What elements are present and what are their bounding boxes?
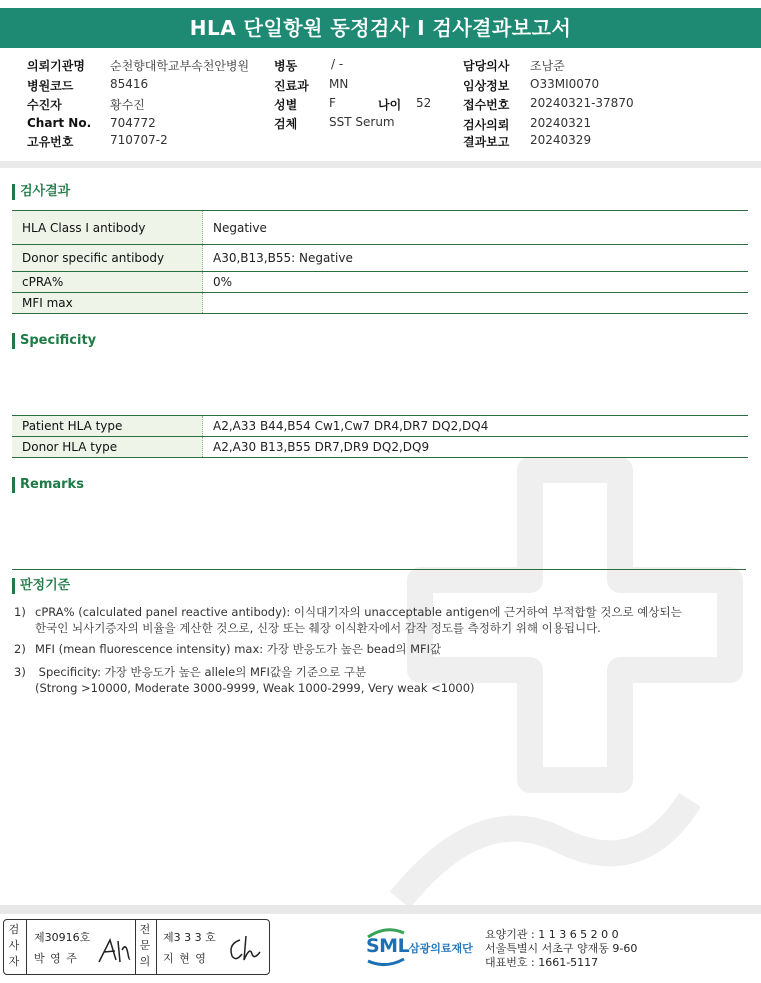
info-value: / - bbox=[331, 57, 344, 71]
info-value: SST Serum bbox=[329, 115, 395, 129]
inspector-signature-icon bbox=[96, 936, 132, 966]
inspector-name: 박 영 주 bbox=[34, 952, 78, 965]
label-char: 사 bbox=[8, 939, 20, 952]
table-row bbox=[12, 437, 748, 458]
info-value: 황수진 bbox=[110, 98, 145, 112]
doctor-signature-icon bbox=[226, 934, 264, 964]
section-title-results: 검사결과 bbox=[12, 184, 70, 200]
info-key: 병원코드 bbox=[27, 79, 74, 93]
criteria-item bbox=[14, 664, 734, 696]
table-row bbox=[12, 272, 748, 293]
criteria-line: cPRA% (calculated panel reactive antibody): 이식대기자의 unacceptable antigen에 근거하여 부적합할 것으로 예상되는 bbox=[35, 605, 682, 619]
section-title-remarks: Remarks bbox=[12, 477, 84, 493]
info-value: 20240329 bbox=[530, 133, 592, 147]
info-key: 접수번호 bbox=[463, 98, 510, 112]
info-value: O33MI0070 bbox=[530, 77, 600, 91]
doctor-name: 지 현 영 bbox=[163, 952, 207, 965]
info-value: 704772 bbox=[110, 116, 156, 130]
info-key: 검사의뢰 bbox=[463, 118, 510, 132]
label-char: 의 bbox=[139, 955, 151, 968]
org-code: 요양기관 : 1 1 3 6 5 2 0 0 bbox=[485, 928, 619, 941]
criteria-number: 2) bbox=[14, 642, 26, 656]
table-row bbox=[12, 416, 748, 437]
row-label: Donor specific antibody bbox=[12, 245, 203, 272]
row-value: A2,A33 B44,B54 Cw1,Cw7 DR4,DR7 DQ2,DQ4 bbox=[203, 416, 749, 437]
org-address: 서울특별시 서초구 양재동 9-60 bbox=[485, 942, 638, 955]
info-value: 52 bbox=[416, 96, 432, 110]
inspector-label bbox=[7, 922, 21, 970]
label-char: 전 bbox=[139, 923, 151, 936]
label-char: 검 bbox=[8, 923, 20, 936]
criteria-item bbox=[14, 641, 734, 657]
criteria-number: 1) bbox=[14, 605, 26, 619]
row-value: A30,B13,B55: Negative bbox=[203, 245, 749, 272]
info-value: MN bbox=[329, 77, 349, 91]
criteria-line: MFI (mean fluorescence intensity) max: 가장 반응도가 높은 bead의 MFI값 bbox=[35, 642, 442, 656]
info-key: 진료과 bbox=[274, 79, 309, 93]
info-value: F bbox=[329, 96, 336, 110]
info-key: 담당의사 bbox=[463, 59, 510, 73]
label-char: 문 bbox=[139, 939, 151, 952]
info-key: 고유번호 bbox=[27, 135, 74, 149]
info-value: 710707-2 bbox=[110, 133, 168, 147]
row-value: A2,A30 B13,B55 DR7,DR9 DQ2,DQ9 bbox=[203, 437, 749, 458]
criteria-line: Specificity: 가장 반응도가 높은 allele의 MFI값을 기준으로 구분 bbox=[35, 665, 367, 679]
divider bbox=[26, 920, 27, 974]
watermark-cross-2 bbox=[380, 780, 700, 910]
criteria-line: (Strong >10000, Moderate 3000-9999, Weak 1000-2999, Very weak <1000) bbox=[35, 681, 475, 695]
org-phone: 대표번호 : 1661-5117 bbox=[485, 956, 599, 969]
table-row bbox=[12, 293, 748, 314]
table-row bbox=[12, 211, 748, 245]
criteria-item bbox=[14, 604, 734, 636]
info-key: 나이 bbox=[378, 98, 402, 112]
info-value: 순천향대학교부속천안병원 bbox=[110, 59, 250, 73]
info-key: 의뢰기관명 bbox=[27, 59, 85, 73]
inspector-license-no: 제30916호 bbox=[34, 931, 91, 944]
section-title-criteria: 판정기준 bbox=[12, 578, 70, 594]
info-key: 검체 bbox=[274, 117, 298, 131]
row-value bbox=[203, 293, 749, 314]
section-title-specificity: Specificity bbox=[12, 333, 96, 349]
table-row bbox=[12, 245, 748, 272]
divider bbox=[135, 920, 136, 974]
divider-band bbox=[0, 161, 761, 168]
info-value: 20240321-37870 bbox=[530, 96, 634, 110]
divider bbox=[156, 920, 157, 974]
info-value: 20240321 bbox=[530, 116, 592, 130]
doctor-label bbox=[138, 922, 152, 970]
info-key: 병동 bbox=[274, 59, 298, 73]
hla-type-table bbox=[12, 415, 748, 458]
results-table bbox=[12, 210, 748, 314]
row-value: Negative bbox=[203, 211, 749, 245]
info-value: 85416 bbox=[110, 77, 149, 91]
row-label: HLA Class I antibody bbox=[12, 211, 203, 245]
report-title: HLA 단일항원 동정검사 I 검사결과보고서 bbox=[0, 8, 761, 48]
logo-text: SML bbox=[366, 935, 410, 957]
info-key: 임상정보 bbox=[463, 79, 510, 93]
criteria-line: 한국인 뇌사기증자의 비율을 계산한 것으로, 신장 또는 췌장 이식환자에서 감작 정도를 측정하기 위해 이용됩니다. bbox=[35, 621, 601, 635]
info-key: 성별 bbox=[274, 98, 298, 112]
signature-box bbox=[3, 919, 270, 975]
info-key: 결과보고 bbox=[463, 135, 510, 149]
doctor-license-no: 제3 3 3 호 bbox=[163, 931, 216, 944]
row-label: cPRA% bbox=[12, 272, 203, 293]
org-name: 삼광의료재단 bbox=[409, 942, 473, 955]
row-value: 0% bbox=[203, 272, 749, 293]
footer-divider bbox=[0, 905, 761, 914]
criteria-number: 3) bbox=[14, 665, 26, 679]
org-logo bbox=[364, 925, 474, 967]
org-contact bbox=[485, 928, 637, 970]
label-char: 자 bbox=[8, 955, 20, 968]
row-label: Donor HLA type bbox=[12, 437, 203, 458]
info-value: 조남준 bbox=[530, 59, 565, 73]
divider-line bbox=[12, 569, 746, 570]
info-key: 수진자 bbox=[27, 98, 62, 112]
info-key: Chart No. bbox=[27, 116, 92, 130]
row-label: Patient HLA type bbox=[12, 416, 203, 437]
row-label: MFI max bbox=[12, 293, 203, 314]
